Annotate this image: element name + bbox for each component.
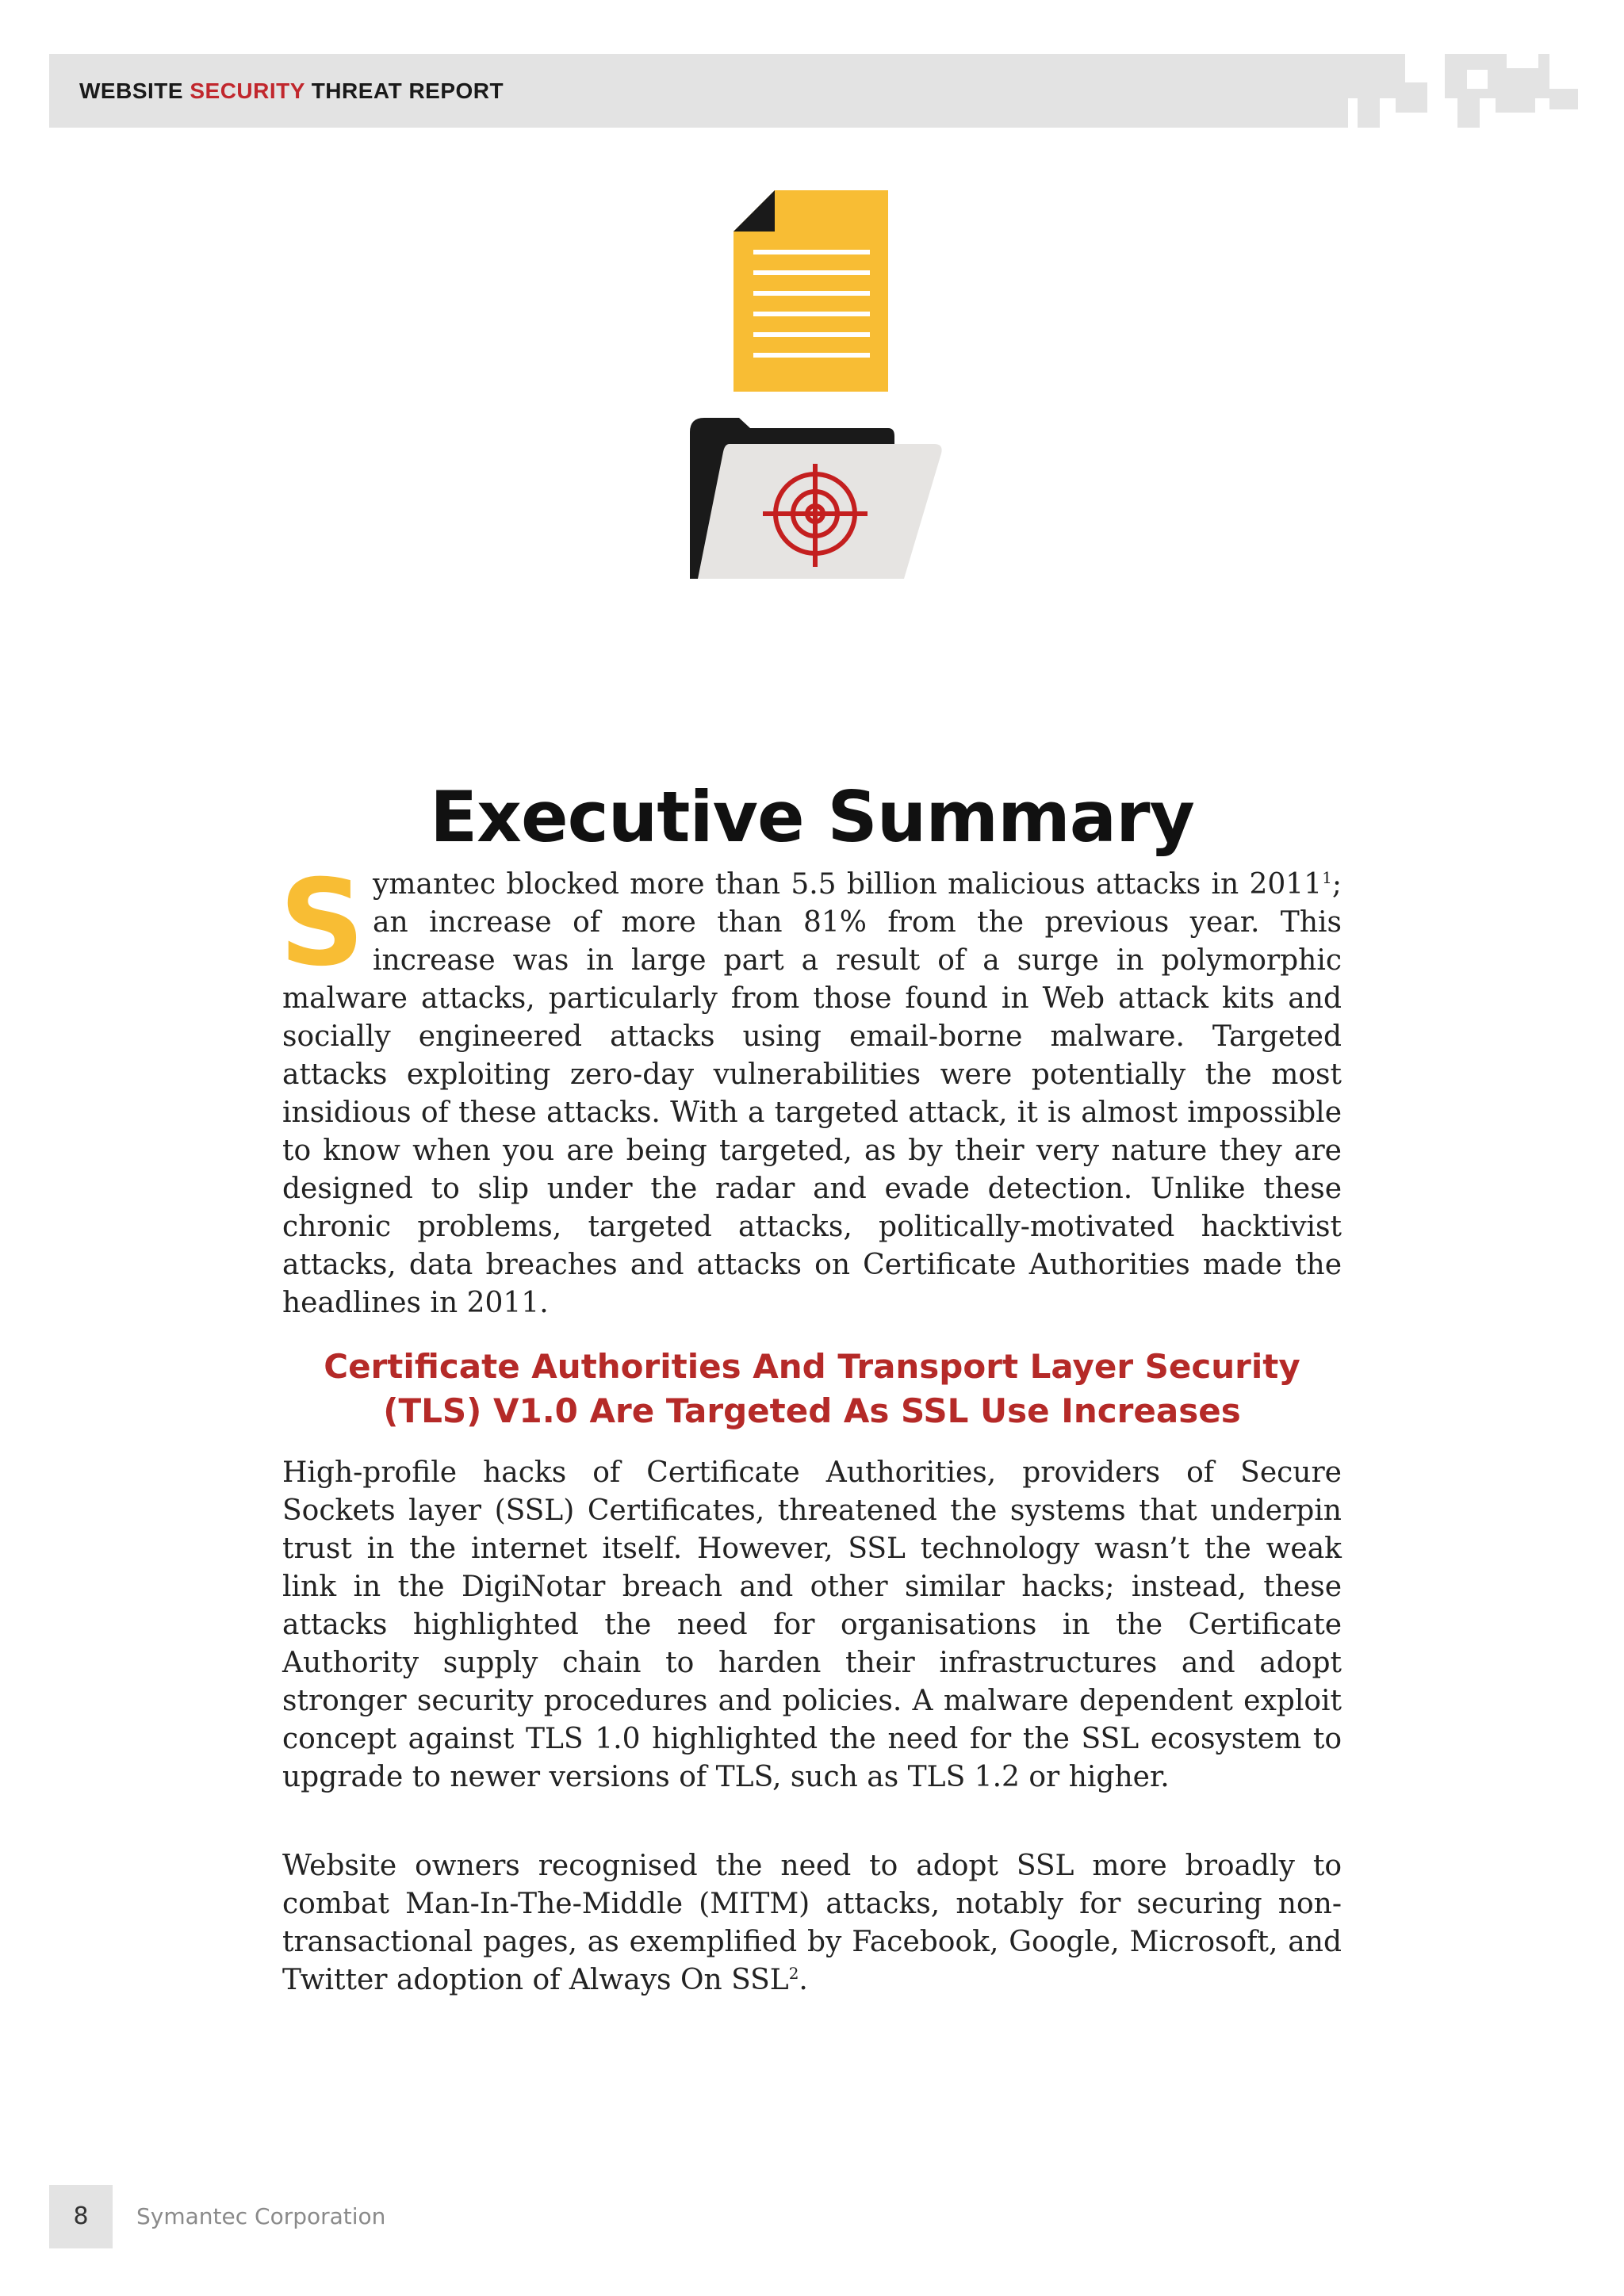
mitm-paragraph — [282, 1847, 1342, 1999]
footnote-ref-1: 1 — [1322, 868, 1332, 887]
section-heading-line2: (TLS) V1.0 Are Targeted As SSL Use Increases — [383, 1391, 1241, 1430]
header-title-suffix: THREAT REPORT — [304, 78, 504, 103]
footer-company: Symantec Corporation — [136, 2203, 386, 2229]
section-heading-line1: Certificate Authorities And Transport Layer Security — [324, 1347, 1300, 1386]
pixel-pattern-decoration — [1348, 54, 1578, 128]
mitm-text: Website owners recognised the need to adopt SSL more broadly to combat Man-In-The-Middle (MITM) attacks, notably for securing non-transactional pages, as exemplified by Facebook, Google, Microsoft, and Twitter adoption of Always On SSL — [282, 1850, 1342, 1996]
page-number: 8 — [49, 2185, 113, 2248]
document-icon — [733, 190, 888, 392]
intro-paragraph — [279, 855, 1342, 1322]
section-heading — [282, 1345, 1342, 1433]
header-title-prefix: WEBSITE — [79, 78, 190, 103]
drop-cap: S — [279, 855, 366, 993]
header-title-accent: SECURITY — [190, 78, 305, 103]
report-header-title — [79, 54, 504, 128]
main-content — [279, 855, 1342, 1999]
intro-text-part2: ; an increase of more than 81% from the previous year. This increase was in large part a result of a surge in polymorphic malware attacks, particularly from those found in Web attack kits and socially engineered attacks using email-borne malware. Targeted attacks exploiting zero-day vulnerabilities were potentially the most insidious of these attacks. With a targeted attack, it is almost impossible to know when you are being targeted, as by their very nature they are designed to slip under the radar and evade detection. Unlike these chronic problems, targeted attacks, politically-motivated hacktivist attacks, data breaches and attacks on Certificate Authorities made the headlines in 2011. — [282, 868, 1342, 1319]
page-title: Executive Summary — [430, 775, 1194, 858]
ssl-paragraph: High-profile hacks of Certificate Authorities, providers of Secure Sockets layer (SSL) Certificates, threatened the systems that underpin trust in the internet itself. However, SSL technology wasn’t the weak link in the DigiNotar breach and other similar hacks; instead, these attacks highlighted the need for organisations in the Certificate Authority supply chain to harden their infrastructures and adopt stronger security procedures and policies. A malware dependent exploit concept against TLS 1.0 highlighted the need for the SSL ecosystem to upgrade to newer versions of TLS, such as TLS 1.2 or higher. — [282, 1456, 1342, 1793]
intro-text-part1: ymantec blocked more than 5.5 billion malicious attacks in 2011 — [373, 868, 1323, 901]
footnote-ref-2: 2 — [788, 1964, 799, 1983]
mitm-text-end: . — [799, 1964, 808, 1996]
hero-illustration — [682, 182, 952, 587]
